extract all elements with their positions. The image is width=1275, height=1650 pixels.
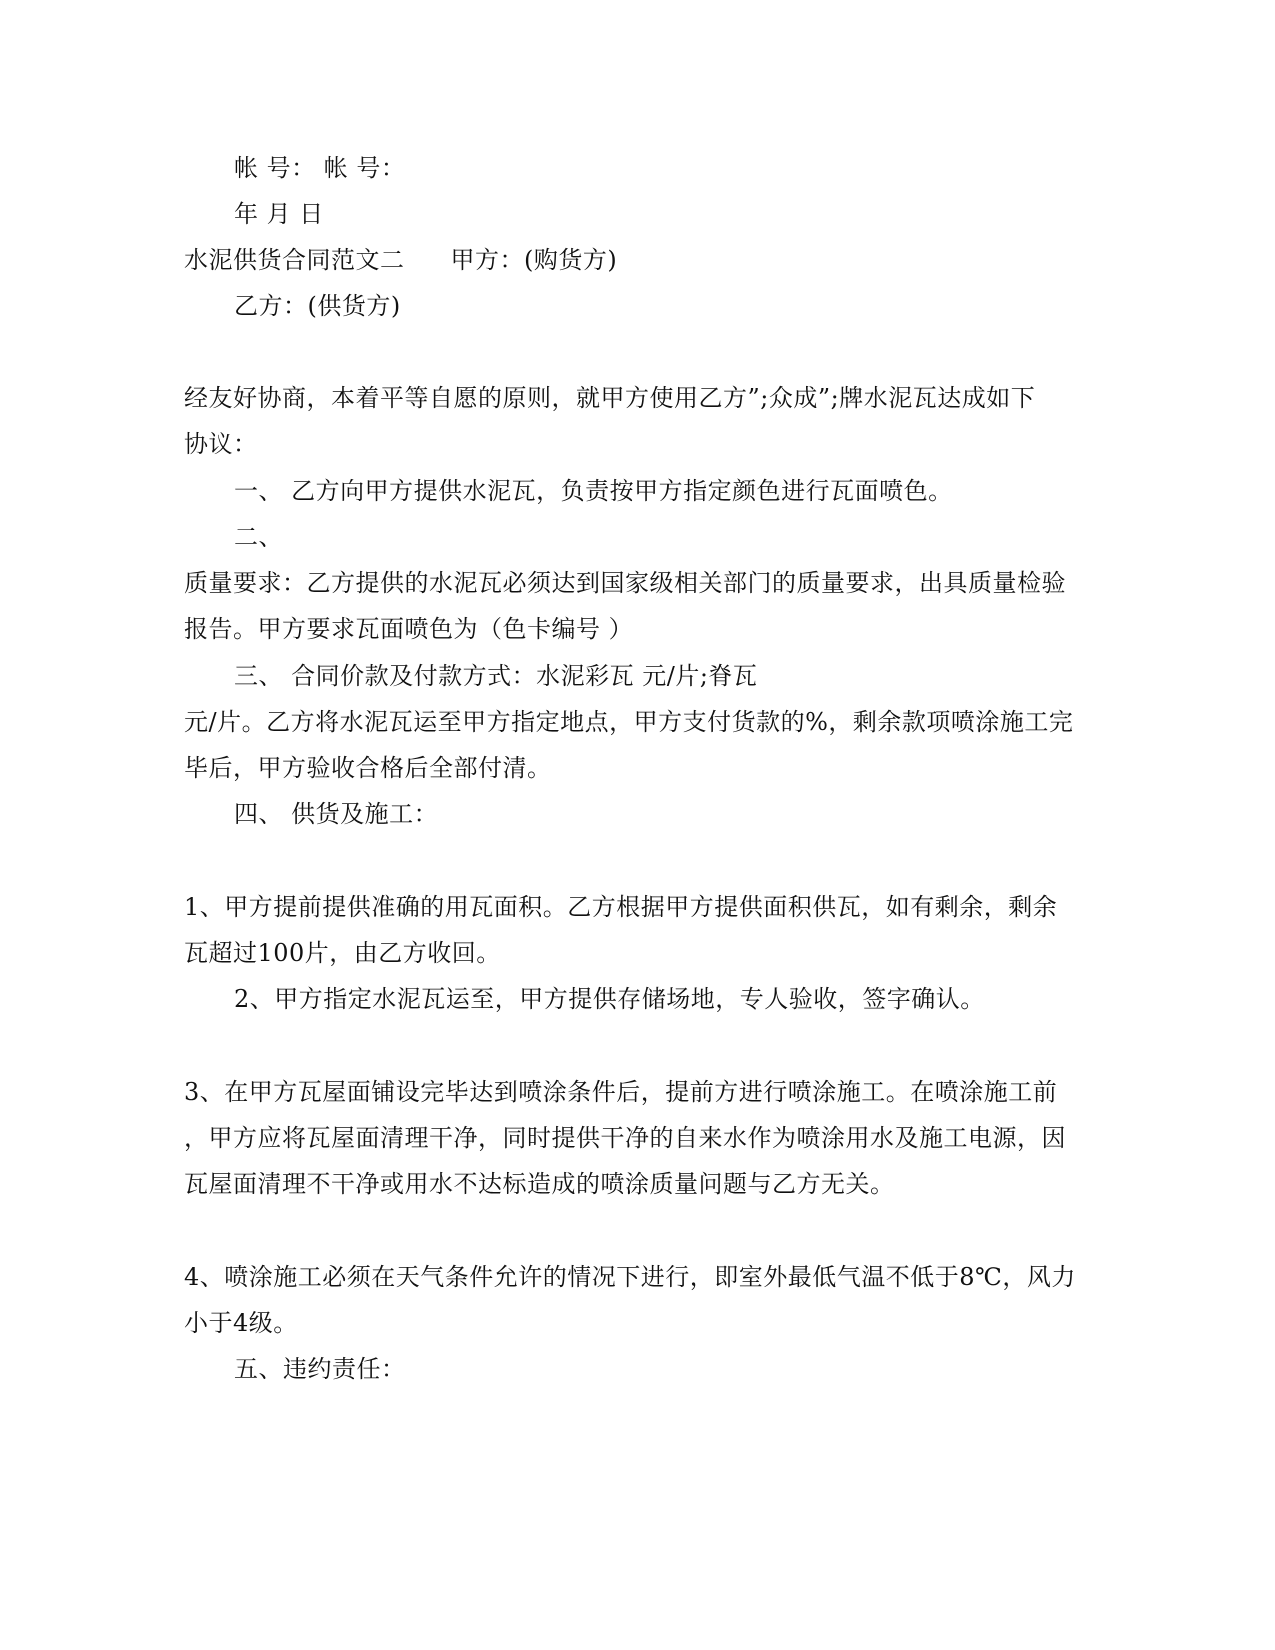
title-party-a-line	[184, 245, 617, 275]
clause-3-line-1: 三、 合同价款及付款方式：水泥彩瓦 元/片;脊瓦	[234, 662, 758, 690]
item-4-line-1: 4、喷涂施工必须在天气条件允许的情况下进行，即室外最低气温不低于8℃，风力	[184, 1263, 1076, 1291]
clause-2-heading: 二、	[234, 523, 283, 551]
clause-1: 一、 乙方向甲方提供水泥瓦，负责按甲方指定颜色进行瓦面喷色。	[234, 477, 953, 505]
clause-5-heading: 五、违约责任：	[234, 1355, 406, 1383]
clause-3-line-2: 元/片。乙方将水泥瓦运至甲方指定地点，甲方支付货款的%，剩余款项喷涂施工完	[184, 708, 1074, 736]
item-3-line-2: ，甲方应将瓦屋面清理干净，同时提供干净的自来水作为喷涂用水及施工电源，因	[184, 1124, 1066, 1152]
clause-3-line-3: 毕后，甲方验收合格后全部付清。	[184, 754, 552, 782]
intro-line-1: 经友好协商，本着平等自愿的原则，就甲方使用乙方”;众成”;牌水泥瓦达成如下	[184, 384, 1036, 412]
party-a-label: 甲方：(购货方)	[450, 246, 618, 274]
account-line: 帐 号： 帐 号：	[234, 154, 406, 182]
intro-line-2: 协议：	[184, 430, 258, 458]
item-1-line-2: 瓦超过100片，由乙方收回。	[184, 939, 501, 967]
clause-2-line-2: 报告。甲方要求瓦面喷色为（色卡编号 ）	[184, 615, 634, 643]
item-3-line-3: 瓦屋面清理不干净或用水不达标造成的喷涂质量问题与乙方无关。	[184, 1170, 895, 1198]
clause-2-line-1: 质量要求：乙方提供的水泥瓦必须达到国家级相关部门的质量要求，出具质量检验	[184, 569, 1066, 597]
clause-4-heading: 四、 供货及施工：	[234, 800, 439, 828]
party-b-line: 乙方：(供货方)	[234, 292, 401, 320]
item-4-line-2: 小于4级。	[184, 1309, 298, 1337]
document-title: 水泥供货合同范文二	[184, 246, 405, 274]
item-3-line-1: 3、在甲方瓦屋面铺设完毕达到喷涂条件后，提前方进行喷涂施工。在喷涂施工前	[184, 1078, 1058, 1106]
item-1-line-1: 1、甲方提前提供准确的用瓦面积。乙方根据甲方提供面积供瓦，如有剩余，剩余	[184, 893, 1058, 921]
item-2: 2、甲方指定水泥瓦运至，甲方提供存储场地，专人验收，签字确认。	[234, 985, 985, 1013]
date-line: 年 月 日	[234, 200, 324, 228]
